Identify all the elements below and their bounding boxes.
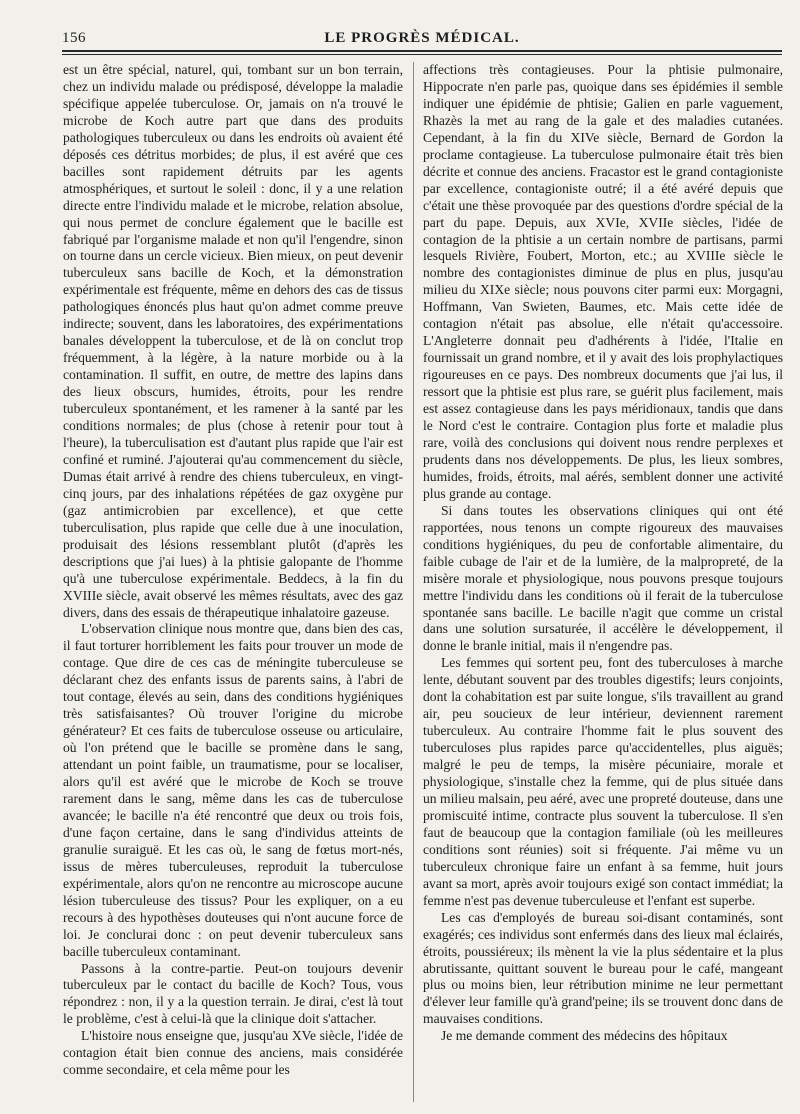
paragraph: Je me demande comment des médecins des hôpitaux <box>441 1028 728 1044</box>
paragraph: affections très contagieuses. Pour la phtisie pulmonaire, Hippocrate n'en parle pas, quoique dans ses épidémies il semble indiquer une épidémie de phtisie; Galien en parle vaguement, Rhazès la met au rang de la gale et des maladies cutanées. Cependant, à la fin du XIVe siècle, Bernard de Gordon la proclame contagieuse. La tuberculose pulmonaire était très bien décrite et connue des anciens. Fracastor est le grand contagioniste par excellence, contagioniste outré; il a été avéré depuis que c'était une thèse provoquée par des questions d'ordre spécial de la part du pape. Depuis, aux XVIe, XVIIe siècles, l'idée de contagion de la phtisie a un certain nombre de partisans, parmi lesquels Rivière, Foubert, Morton, etc.; au XVIIIe siècle le nombre des contagionistes diminue de plus en plus, jusqu'au milieu du XIXe siècle; nous pouvons citer parmi eux: Morgagni, Hoffmann, Van Swieten, Baumes, etc. Mais cette idée de contagion n'était pas absolue, elle n'était qu'accessoire. L'Angleterre donnait peu d'adhérents à l'idée, l'Italie en fournissait un grand nombre, et il y avait des lois prophylactiques rigoureuses en ce pays. Des nombreux documents que j'ai lus, il ressort que la phtisie est plus rare, se guérit plus facilement, mais est assez contagieuse dans les pays méridionaux, tandis que dans le Nord c'est le contraire. Contagion plus forte et maladie plus rare, voilà des conclusions qui doivent nous rendre perplexes et prudents dans nos développements. De plus, les lieux sombres, humides, froids, étroits, mal aérés, semblent donner une activité plus grande au contage. <box>423 62 783 501</box>
paragraph: Passons à la contre-partie. Peut-on toujours devenir tuberculeux par le contact du bacille de Koch? Tous, vous répondrez : non, il y a la question terrain. Je dirai, c'est là tout le problème, c'est à celui-là que la clinique doit s'attacher. <box>63 960 403 1027</box>
running-title: LE PROGRÈS MÉDICAL. <box>324 30 520 46</box>
column-divider <box>413 62 414 1102</box>
header-rule-thin <box>62 54 782 55</box>
header-rule <box>62 50 782 52</box>
right-column <box>423 62 783 1102</box>
paragraph: L'observation clinique nous montre que, dans bien des cas, il faut torturer horriblement les faits pour trouver un mode de contage. Que dire de ces cas de méningite tuberculeuse se déclarant chez des enfants issus de parents sains, à l'abri de tout contage, élevés au sein, dans des conditions hygiéniques très satisfaisantes? Où trouver l'origine du microbe générateur? Et ces faits de tuberculose osseuse ou articulaire, où l'on prétend que le bacille se promène dans le sang, attendant un point faible, un traumatisme, pour se localiser, alors qu'il est avéré que le microbe de Koch se trouve rarement dans le sang, même dans les cas de tuberculose avancée; le bacille n'a été rencontré que deux ou trois fois, d'une façon certaine, dans le sang d'individus atteints de granulie suraiguë. Et les cas où, le sang de fœtus mort-nés, issus de mères tuberculeuses, reproduit la tuberculose expérimentale, alors qu'on ne rencontre au microscope aucune lésion tuberculeuse des tissus? Pour les expliquer, on a eu recours à des hypothèses douteuses qui n'ont aucune force de loi. Je conclurai donc : on peut devenir tuberculeux sans bacille tuberculeux contaminant. <box>63 621 403 959</box>
paragraph: est un être spécial, naturel, qui, tombant sur un bon terrain, chez un individu malade ou prédisposé, développe la maladie spécifique appelée tuberculose. Or, jamais on n'a trouvé le microbe de Koch autre part que dans des produits pathologiques tuberculeux ou dans les endroits où avaient été déposés ces détritus morbides; de plus, il est avéré que ces bacilles sont rapidement détruits par les agents atmosphériques, et surtout le soleil : donc, il y a une relation directe entre l'individu malade et le microbe, relation absolue, qui nous permet de conclure également que le bacille est fabriqué par l'organisme malade et non qu'il l'engendre, sinon on tourne dans un cercle vicieux. Bien mieux, on peut devenir tuberculeux sans bacille de Koch, et la démonstration expérimentale est fréquente, même en dehors des cas de tissus pathologiques énoncés plus haut qu'on admet comme preuve indirecte; souvent, dans les laboratoires, des expérimentations banales développent la tuberculose, et de là on conclut trop fréquemment, à la légère, à la nature morbide ou à la contamination. Il suffit, en outre, de mettre des lapins dans des lieux obscurs, humides, étroits, pour les rendre tuberculeux spontanément, et les ramener à la santé par les conditions normales; de plus (chose à retenir pour tout à l'heure), la tuberculisation est d'autant plus rapide que l'air est confiné et ruminé. J'ajouterai qu'au commencement du siècle, Dumas était arrivé à rendre des chiens tuberculeux, en vingt-cinq jours, par des inhalations répétées de gaz oxygène pur (gaz antimicrobien par excellence), et que cette tuberculisation, plus rapide que celle due à une inoculation, produisait des lésions ressemblant plutôt (d'après les descriptions que j'ai lues) à la phtisie galopante de l'homme qu'à une tuberculose expérimentale. Beddecs, à la fin du XVIIIe siècle, avait observé les mêmes résultats, avec des gaz divers, dans des essais de thérapeutique inhalatoire gazeuse. <box>63 62 403 620</box>
paragraph: L'histoire nous enseigne que, jusqu'au XVe siècle, l'idée de contagion était bien connue des anciens, mais considérée comme secondaire, et cela même pour les <box>63 1028 403 1078</box>
left-column <box>63 62 403 1102</box>
paragraph: Si dans toutes les observations cliniques qui ont été rapportées, nous tenons un compte rigoureux des mauvaises conditions hygiéniques, du peu de confortable alimentaire, du faible cubage de l'air et de la lumière, de la malpropreté, de la misère morale et physiologique, nous pouvons presque toujours mettre l'individu dans les conditions où il ferait de la tuberculose spontanée sans bacille. Le bacille n'agit que comme un cristal dans une solution sursaturée, il accélère le développement, il donne le branle initial, mais il n'engendre pas. <box>423 502 783 654</box>
page-number: 156 <box>62 30 86 46</box>
paragraph: Les cas d'employés de bureau soi-disant contaminés, sont exagérés; ces individus sont enfermés dans des lieux mal éclairés, étroits, poussiéreux; ils mènent la vie la plus sédentaire et la plus abrutissante, quittant souvent le bureau pour le café, mangeant plus ou moins bien, leur rétribution minime ne leur permettant d'élever leur famille qu'à grand'peine; ils se trouvent donc dans de mauvaises conditions. <box>423 909 783 1027</box>
paragraph: Les femmes qui sortent peu, font des tuberculoses à marche lente, débutant souvent par des troubles digestifs; leurs conjoints, dont la cohabitation est par suite longue, s'ils travaillent au grand air, peu soucieux de leur intérieur, deviennent rarement tuberculeux. Au contraire l'homme fait le plus souvent des tuberculoses plus rapides parce qu'accidentelles, plus aiguës; malgré le peu de temps, la misère pécuniaire, morale et physiologique, s'installe chez la femme, qui de plus située dans un milieu malsain, peu aéré, avec une propreté douteuse, dans une promiscuité intime, contracte plus souvent la tuberculose. Il s'en faut de beaucoup que la contagion familiale (où les meilleures conditions sont réunies) soit si fréquente. J'ai même vu un tuberculeux chronique faire un enfant à sa femme, huit jours avant sa mort, après avoir toujours exigé son contact immédiat; la femme n'est pas devenue tuberculeuse et l'enfant est superbe. <box>423 655 783 908</box>
page-header <box>62 30 782 52</box>
